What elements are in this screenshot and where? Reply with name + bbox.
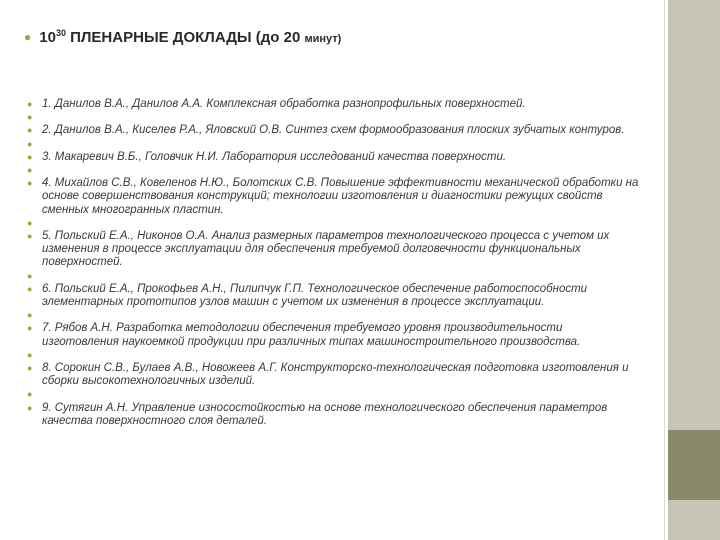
bullet-icon: ● xyxy=(27,138,33,149)
page-title xyxy=(24,28,644,46)
sidebar-divider xyxy=(664,0,665,540)
report-text: 2. Данилов В.А., Киселев Р.А., Яловский О.В. Синтез схем формообразования плоских зубчатых контуров. xyxy=(42,124,625,137)
list-item xyxy=(22,362,642,388)
report-text: 1. Данилов В.А., Данилов А.А. Комплексная обработка разнопрофильных поверхностей. xyxy=(42,98,526,110)
list-item-empty xyxy=(22,111,642,124)
title-text-small: минут) xyxy=(304,33,342,45)
bullet-icon: ● xyxy=(27,151,33,162)
title-text: ПЛЕНАРНЫЕ ДОКЛАДЫ (до 20 xyxy=(70,29,301,46)
list-item-empty xyxy=(22,388,642,401)
list-item xyxy=(22,230,642,270)
report-text: 5. Польский Е.А., Никонов О.А. Анализ размерных параметров технологического процесса с учетом их изменения в процессе эксплуатации для обеспечения требуемой долговечности функциональных поверхностей. xyxy=(42,229,610,269)
list-item-empty xyxy=(22,349,642,362)
list-item xyxy=(22,322,642,348)
bullet-icon: ● xyxy=(27,349,33,360)
report-text: 6. Польский Е.А., Прокофьев А.Н., Пилипчук Г.П. Технологическое обеспечение работоспособности элементарных прототипов узлов машин с учетом их изменения в процессе эксплуатации. xyxy=(42,282,588,308)
list-item-empty xyxy=(22,217,642,230)
list-item xyxy=(22,283,642,309)
bullet-icon: ● xyxy=(27,230,33,241)
list-item xyxy=(22,402,642,428)
bullet-icon: ● xyxy=(27,389,33,400)
bullet-icon: ● xyxy=(27,283,33,294)
list-item-empty xyxy=(22,138,642,151)
bullet-icon: ● xyxy=(27,310,33,321)
bullet-icon: ● xyxy=(27,270,33,281)
list-item xyxy=(22,177,642,217)
bullet-icon: ● xyxy=(27,323,33,334)
decorative-sidebar-accent xyxy=(668,430,720,500)
list-item xyxy=(22,151,642,164)
list-item-empty xyxy=(22,309,642,322)
report-text: 7. Рябов А.Н. Разработка методологии обеспечения требуемого уровня производительности изготовления наукоемкой продукции при различных типах машиностроительного производства. xyxy=(42,322,581,348)
bullet-icon: ● xyxy=(27,125,33,136)
report-list xyxy=(22,98,642,428)
list-item xyxy=(22,124,642,137)
report-text: 9. Сутягин А.Н. Управление износостойкостью на основе технологического обеспечения параметров качества поверхностного слоя деталей. xyxy=(42,401,608,427)
report-text: 3. Макаревич В.Б., Головчик Н.И. Лаборатория исследований качества поверхности. xyxy=(42,150,507,163)
list-item xyxy=(22,98,642,111)
bullet-icon: ● xyxy=(27,99,33,109)
title-time: 10 xyxy=(39,29,56,46)
bullet-icon: ● xyxy=(27,362,33,373)
report-text: 8. Сорокин С.В., Булаев А.В., Новожеев А.Г. Конструкторско-технологическая подготовка изготовления и сборки высокотехнологичных изделий. xyxy=(42,361,629,388)
bullet-icon: ● xyxy=(27,164,33,175)
bullet-icon: ● xyxy=(27,217,33,228)
bullet-icon: ● xyxy=(27,402,33,413)
list-item-empty xyxy=(22,164,642,177)
list-item-empty xyxy=(22,270,642,283)
bullet-icon: ● xyxy=(24,30,32,44)
bullet-icon: ● xyxy=(27,112,33,123)
report-text: 4. Михайлов С.В., Ковеленов Н.Ю., Болотских С.В. Повышение эффективности механической обработки на основе совершенствования конструкций; технологии изготовления и диагностики режущих свойств сменных многогранных пластин. xyxy=(42,177,639,216)
title-time-minutes: 30 xyxy=(55,28,66,38)
bullet-icon: ● xyxy=(27,178,33,189)
